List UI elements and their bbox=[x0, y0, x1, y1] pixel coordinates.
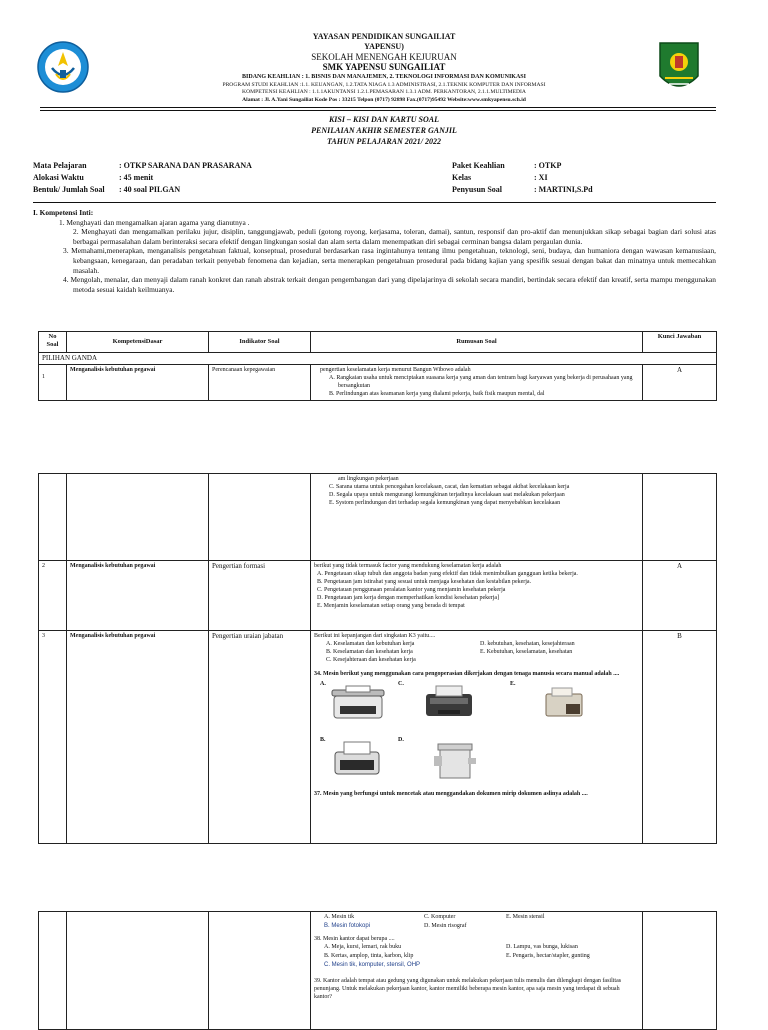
row-no: 2 bbox=[39, 561, 67, 631]
electric-typewriter-image bbox=[332, 740, 382, 778]
question-text: Berikut ini kepanjangan dari singkatan K3 yaitu.... bbox=[314, 633, 436, 639]
row-rumusan bbox=[311, 561, 643, 631]
row-kd: Menganalisis kebutuhan pegawai bbox=[67, 631, 209, 844]
competencies-line: KOMPETENSI KEAHLIAN : 1.1.1AKUNTANSI 1.2.1.PEMASARAN 1.3.1 ADM. PERKANTORAN, 2.1.1.MULTIMEDIA bbox=[242, 89, 526, 95]
option-d: D. Pengetauan jam kerja dengan memperhatikan kondisi kesehatan pekerja] bbox=[317, 595, 500, 601]
table-row bbox=[39, 365, 717, 401]
programs-line: PROGRAM STUDI KEAHLIAN :1.1. KEUANGAN, 1.2.TATA NIAGA 1.3 ADMINISTRASI, 2.1.TEKNIK KOMPUTER DAN INFORMASI bbox=[222, 82, 546, 88]
row-indikator: Pengertian formasi bbox=[209, 561, 311, 631]
row-key: A bbox=[643, 365, 717, 401]
ki-item-4: 4. Mengolah, menalar, dan menyaji dalam ranah konkret dan ranah abstrak terkait dengan pengembangan dari yang dipelajarinya di sekolah secara mandiri, bertindak secara efektif dan kreatif, serta mampu menggunakan metoda sesuai kaidah keilmuanya. bbox=[63, 275, 716, 294]
meta-row: Kelas : XI bbox=[452, 173, 548, 182]
meta-row: Paket Keahlian : OTKP bbox=[452, 161, 562, 170]
option-e: E. Mesin stensil bbox=[506, 914, 545, 920]
image-label-e: E. bbox=[510, 681, 516, 687]
option-c: C. Pengetauan penggunaan peralatan kantor yang menjamin kesehatan pekerja bbox=[317, 587, 506, 593]
meta-row: Mata Pelajaran : OTKP SARANA DAN PRASARANA bbox=[33, 161, 252, 170]
option-d: D. Segala upaya untuk mengurangi kemungkinan terjadinya kecelakaan saat melakukan pekerjaan bbox=[329, 492, 565, 498]
empty-cell bbox=[67, 474, 209, 561]
row-rumusan bbox=[311, 912, 643, 1030]
ki-heading: I. Kompetensi Inti: bbox=[33, 208, 94, 217]
doc-title-line3: TAHUN PELAJARAN 2021/ 2022 bbox=[326, 137, 441, 146]
image-label-b: B. bbox=[320, 737, 326, 743]
continued-text: am lingkungan pekerjaan bbox=[338, 476, 399, 482]
meta-row: Bentuk/ Jumlah Soal : 40 soal PILGAN bbox=[33, 185, 181, 194]
question-text: pengertian keselamatan kerja menurut Bangun Wibowo adalah bbox=[320, 367, 471, 373]
row-rumusan bbox=[311, 631, 643, 844]
empty-cell bbox=[39, 912, 67, 1030]
school-name: SMK YAPENSU SUNGAILIAT bbox=[322, 62, 446, 72]
option-c: C. Mesin tik, komputer, stensil, OHP bbox=[324, 962, 421, 968]
doc-title-line1: KISI – KISI DAN KARTU SOAL bbox=[328, 115, 440, 124]
q38-options bbox=[314, 943, 639, 971]
empty-cell bbox=[209, 912, 311, 1030]
typewriter-image bbox=[330, 684, 386, 722]
row-key: B bbox=[643, 631, 717, 844]
row-key: A bbox=[643, 561, 717, 631]
question-text: berikut yang tidak termasuk factor yang mendukung keselamatan kerja adalah bbox=[314, 563, 502, 569]
header-divider bbox=[40, 107, 716, 108]
row-kd: Menganalisis kebutuhan pegawai bbox=[67, 561, 209, 631]
table-row bbox=[39, 474, 717, 561]
kisi-table bbox=[38, 331, 717, 401]
empty-cell bbox=[643, 474, 717, 561]
header-kunci: Kunci Jawaban bbox=[643, 332, 717, 353]
empty-cell bbox=[67, 912, 209, 1030]
image-label-d: D. bbox=[398, 737, 404, 743]
ki-item-1: 1. Menghayati dan mengamalkan ajaran agama yang dianutnya . bbox=[59, 217, 250, 227]
option-d: D. Lampu, vas bunga, lukisan bbox=[506, 944, 578, 950]
option-e: E. Systom perlindungan diri terhadap segala kemungkinan yang dapat menyebabkan kecelakaan bbox=[329, 500, 561, 506]
option-e: E. Menjamin keselamatan setiap orang yang berada di tempat bbox=[317, 603, 465, 609]
row-no: 3 bbox=[39, 631, 67, 844]
option-a: A. Mesin tik bbox=[324, 914, 355, 920]
empty-cell bbox=[209, 474, 311, 561]
option-d: D. kebutuhan, kesehatan, kesejahteraan bbox=[480, 641, 575, 647]
doc-title-line2: PENILAIAN AKHIR SEMESTER GANJIL bbox=[311, 126, 457, 135]
foundation-name: YAYASAN PENDIDIKAN SUNGAILIAT bbox=[312, 32, 456, 41]
option-c: C. Komputer bbox=[424, 914, 456, 920]
header-kd: KompetensiDasar bbox=[67, 332, 209, 353]
option-b: B. Keselamatan dan kesehatan kerja bbox=[326, 649, 413, 655]
section-row bbox=[39, 353, 717, 365]
option-c: C. Sarana utama untuk pencegahan kecelakaan, cacat, dan kematian sebagai akibat kecelakaan kerja bbox=[329, 484, 570, 490]
meta-divider bbox=[33, 202, 716, 203]
options-grid bbox=[314, 640, 639, 664]
row-indikator: Perencanaan kepegawaian bbox=[209, 365, 311, 401]
photocopier-image bbox=[432, 740, 478, 780]
option-a: A. Keselamatan dan kebutuhan kerja bbox=[326, 641, 415, 647]
option-a: A. Meja, kursi, lemari, rak buku bbox=[324, 944, 402, 950]
row-rumusan bbox=[311, 474, 643, 561]
row-indikator: Pengertian uraian jabatan bbox=[209, 631, 311, 844]
row-no: 1 bbox=[39, 365, 67, 401]
table-row bbox=[39, 912, 717, 1030]
option-e: E. Pengaris, hectar/stapler, gunting bbox=[506, 953, 590, 959]
fields-line: BIDANG KEAHLIAN : 1. BISNIS DAN MANAJEMEN, 2. TEKNOLOGI INFORMASI DAN KOMUNIKASI bbox=[242, 74, 526, 80]
option-d: D. Mesin risograf bbox=[424, 923, 467, 929]
machine-images bbox=[314, 678, 639, 786]
meta-row: Alokasi Waktu : 45 menit bbox=[33, 173, 154, 182]
row-rumusan bbox=[311, 365, 643, 401]
header-indikator: Indikator Soal bbox=[209, 332, 311, 353]
foundation-abbr: YAPENSU) bbox=[364, 42, 404, 51]
meta-row: Penyusun Soal : MARTINI,S.Pd bbox=[452, 185, 593, 194]
empty-cell bbox=[643, 912, 717, 1030]
q37-options bbox=[314, 913, 639, 931]
school-type: SEKOLAH MENENGAH KEJURUAN bbox=[311, 52, 457, 62]
header-rumusan: Rumusan Soal bbox=[311, 332, 643, 353]
question-37: 37. Mesin yang berfungsi untuk mencetak atau menggandakan dokumen mirip dokumen aslinya adalah .... bbox=[314, 791, 588, 797]
empty-cell bbox=[39, 474, 67, 561]
office-machine-image bbox=[542, 686, 586, 720]
option-b: B. Kertas, amplop, tinta, karbon, klip bbox=[324, 953, 414, 959]
option-a: A. Rangkaian usaha untuk menciptakan suasana kerja yang aman dan tentram bagi karyawan yang bekerja di perusahaan yang bersangkutan bbox=[329, 375, 633, 389]
section-label: PILIHAN GANDA bbox=[39, 353, 717, 365]
ki-item-3: 3. Memahami,menerapkan, menganalisis pengetahuan faktual, konseptual, prosedural berdasarkan rasa ingintahunya tentang ilmu pengetahuan, teknologi, seni, budaya, dan humaniora dengan wawasan kemanusiaan, kebangsaan, kenegaraan, dan peradaban terkait penyebab fenomena dan kejadian, serta menerapkan pengetahuan prosedural pada bidang kajian yang spesifik sesuai dengan bakat dan minatnya untuk memecahkan masalah. bbox=[63, 246, 716, 275]
meta-right bbox=[452, 160, 712, 196]
kompetensi-inti bbox=[33, 208, 716, 294]
option-b: B. Pengetauan jam istirahat yang sesuai untuk menjaga kesehatan dan kestabilan pekerja. bbox=[317, 579, 532, 585]
table-row bbox=[39, 561, 717, 631]
option-a: A. Pengetauan sikap tubuh dan anggota badan yang efektif dan tidak menimbulkan gangguan ketika bekerja. bbox=[317, 571, 578, 577]
printer-image bbox=[424, 684, 474, 720]
header-no: No Soal bbox=[39, 332, 67, 353]
address-line: Alamat : Jl. A.Yani Sungailiat Kode Pos : 33215 Telpon (0717) 92898 Fax.(0717)95492 Website:www.smkyapensu.sch.id bbox=[242, 97, 526, 103]
row-kd: Menganalisis kebutuhan pegawai bbox=[67, 365, 209, 401]
option-b: B. Perlindungan atas keamanan kerja yang dialami pekerja, baik fisik maupun mental, dal bbox=[329, 391, 545, 397]
question-34: 34. Mesin berikut yang menggunakan cara pengoperasian dikerjakan dengan tenaga manusia secara manual adalah .... bbox=[314, 671, 620, 677]
kisi-table-page3 bbox=[38, 911, 717, 1030]
kisi-table-page2 bbox=[38, 473, 717, 844]
question-39: 39. Kantor adalah tempat atau gedung yang digunakan untuk melakukan pekerjaan tulis menulis dan dilengkapi dengan fasilitas penunjang. Untuk melakukan pekerjaan kantor, kantor memiliki beberapa mesin kantor, apa saja mesin yang terdapat di sebuah kantor? bbox=[314, 978, 622, 1000]
header-divider-thin bbox=[40, 110, 716, 111]
meta-left bbox=[33, 160, 363, 196]
ki-item-2: 2. Menghayati dan mengamalkan perilaku jujur, disiplin, tanggungjawab, peduli (gotong royong, kerjasama, toleran, damai), santun, responsif dan pro-aktif dan menunjukkan sikap sebagai bagian dari solusi atas berbagai permasalahan dalam berinteraksi secara efektif dengan lingkungan sosial dan alam serta dalam menempatkan diri sebagai cerminan bangsa dalam pergaulan dunia. bbox=[73, 227, 716, 246]
table-row bbox=[39, 631, 717, 844]
option-e: E. Kebutuhan, keselamatan, kesehatan bbox=[480, 649, 573, 655]
image-label-c: C. bbox=[398, 681, 404, 687]
image-label-a: A. bbox=[320, 681, 326, 687]
question-38: 38. Mesin kantor dapat berupa .... bbox=[314, 936, 395, 942]
table-header-row bbox=[39, 332, 717, 353]
option-c: C. Kesejahteraan dan kesehatan kerja bbox=[326, 657, 416, 663]
option-b: B. Mesin fotokopi bbox=[324, 923, 371, 929]
